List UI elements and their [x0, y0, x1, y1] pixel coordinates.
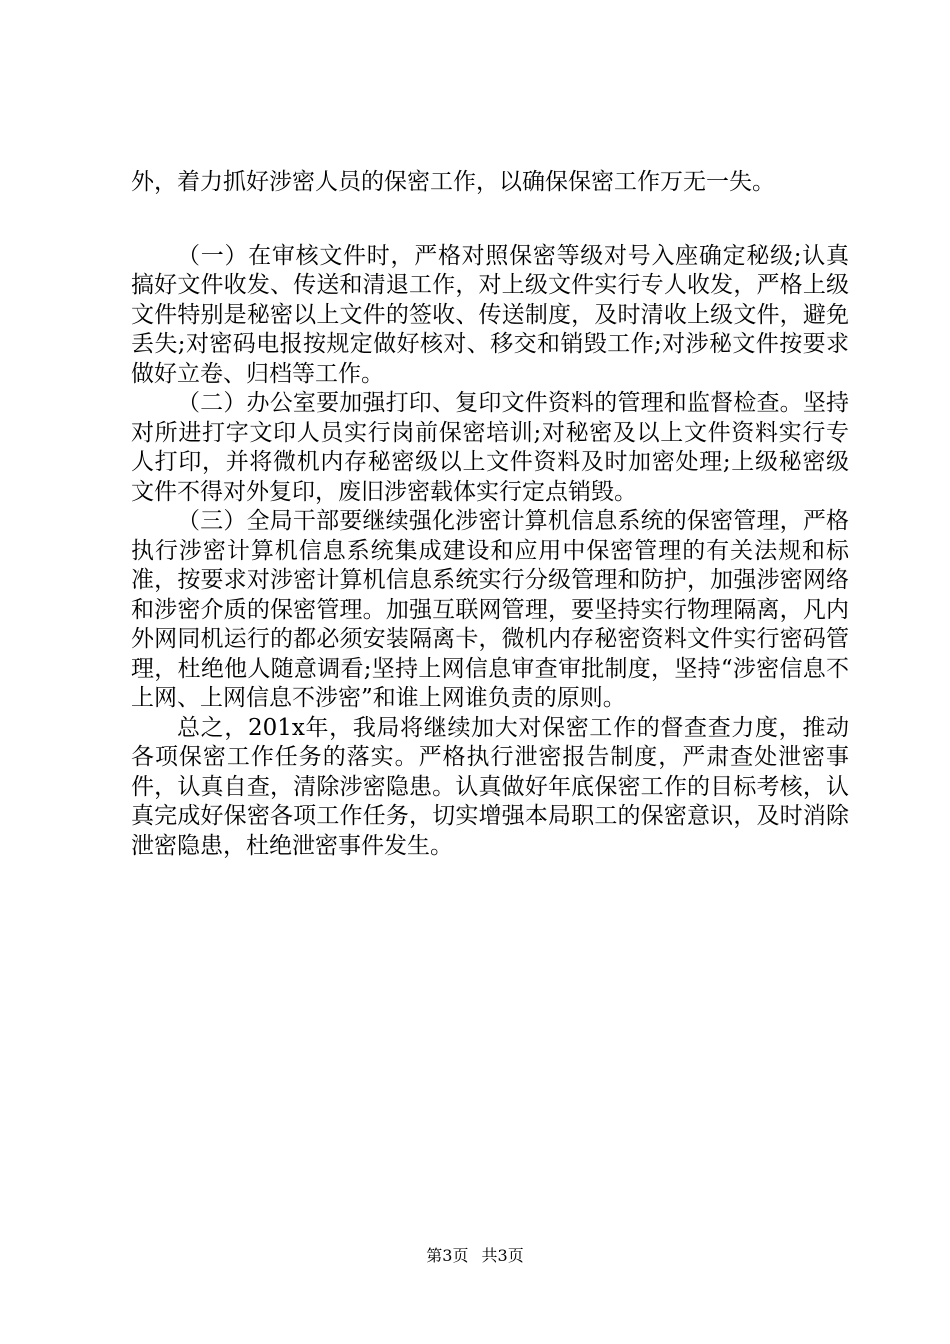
paragraph-summary: 总之，201x年，我局将继续加大对保密工作的督查查力度，推动各项保密工作任务的落实。严格执行泄密报告制度，严肃查处泄密事件，认真自查，清除涉密隐患。认真做好年底保密工作的目标考核，认真完成好保密各项工作任务，切实增强本局职工的保密意识，及时消除泄密隐患，杜绝泄密事件发生。: [131, 714, 849, 859]
page-footer: [0, 1246, 950, 1266]
paragraph-gap: [131, 198, 849, 242]
paragraph-continuation: 外，着力抓好涉密人员的保密工作，以确保保密工作万无一失。: [131, 169, 775, 195]
paragraph-section-3: （三）全局干部要继续强化涉密计算机信息系统的保密管理，严格执行涉密计算机信息系统集成建设和应用中保密管理的有关法规和标准，按要求对涉密计算机信息系统实行分级管理和防护，加强涉密网络和涉密介质的保密管理。加强互联网管理，要坚持实行物理隔离，凡内外网同机运行的都必须安装隔离卡，微机内存秘密资料文件实行密码管理，杜绝他人随意调看;坚持上网信息审查审批制度，坚持“涉密信息不上网、上网信息不涉密”和谁上网谁负责的原则。: [131, 508, 849, 711]
paragraph-section-1: （一）在审核文件时，严格对照保密等级对号入座确定秘级;认真搞好文件收发、传送和清退工作，对上级文件实行专人收发，严格上级文件特别是秘密以上文件的签收、传送制度，及时清收上级文件，避免丢失;对密码电报按规定做好核对、移交和销毁工作;对涉秘文件按要求做好立卷、归档等工作。: [131, 242, 849, 387]
page-number-current: 第3页: [426, 1246, 469, 1265]
document-body: [131, 168, 849, 861]
page-number-total: 共3页: [481, 1246, 524, 1265]
paragraph-section-2: （二）办公室要加强打印、复印文件资料的管理和监督检查。坚持对所进打字文印人员实行岗前保密培训;对秘密及以上文件资料实行专人打印，并将微机内存秘密级以上文件资料及时加密处理;上级秘密级文件不得对外复印，废旧涉密载体实行定点销毁。: [131, 390, 849, 505]
